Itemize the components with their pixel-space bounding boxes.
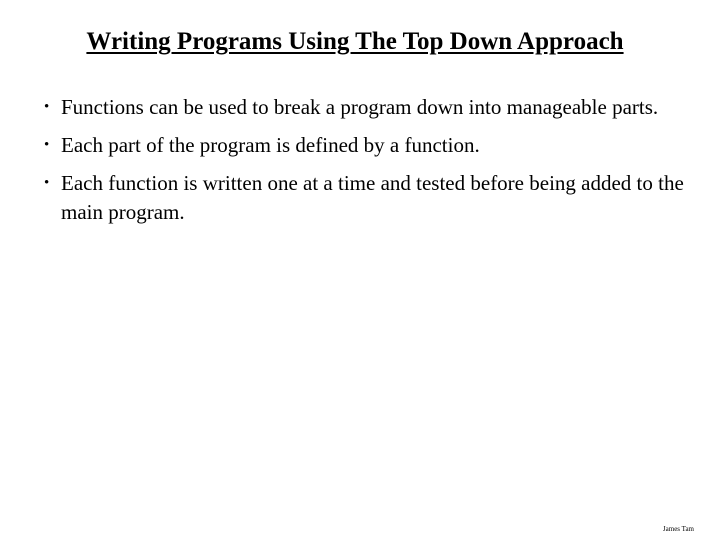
- bullet-list: [44, 93, 684, 236]
- bullet-text: Each function is written one at a time and tested before being added to the main program.: [61, 171, 684, 224]
- bullet-text: Functions can be used to break a program down into manageable parts.: [61, 95, 659, 119]
- bullet-item: [44, 131, 684, 160]
- bullet-item: [44, 169, 684, 227]
- slide-title: Writing Programs Using The Top Down Approach: [86, 28, 624, 55]
- bullet-text: Each part of the program is defined by a function.: [61, 133, 480, 157]
- bullet-icon: •: [44, 175, 50, 191]
- footer-author: James Tam: [662, 525, 694, 533]
- bullet-item: [44, 93, 684, 122]
- bullet-icon: •: [44, 137, 50, 153]
- bullet-icon: •: [44, 99, 50, 115]
